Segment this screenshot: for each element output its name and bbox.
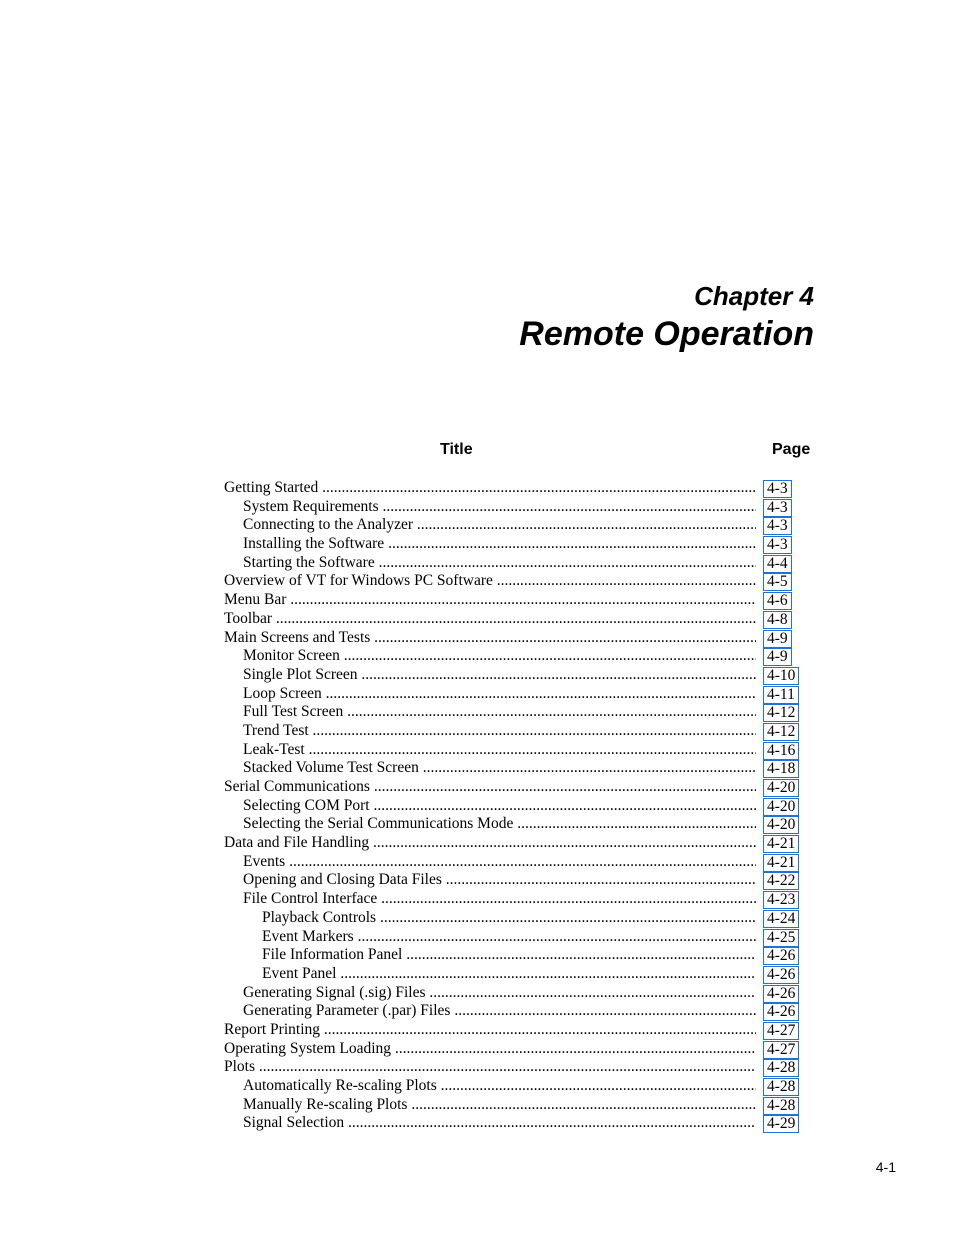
toc-entry-title: Menu Bar ..... (224, 591, 756, 610)
toc-row (224, 516, 814, 535)
toc-entry-title: Manually Re-scaling Plots ..... (243, 1096, 756, 1115)
toc-page-link[interactable]: 4-10 (763, 667, 799, 685)
toc-page-link[interactable]: 4-26 (763, 966, 799, 984)
toc-entry-title: Installing the Software ..... (243, 535, 756, 554)
toc-entry-title: Starting the Software ..... (243, 554, 756, 573)
toc-entry-title: Event Panel ..... (262, 965, 756, 984)
toc-entry-title: Main Screens and Tests ..... (224, 629, 756, 648)
toc-entry-title: Automatically Re-scaling Plots ..... (243, 1077, 756, 1096)
toc-entry-title: Stacked Volume Test Screen ..... (243, 759, 756, 778)
toc-row (224, 928, 814, 947)
toc-row (224, 666, 814, 685)
toc-page-link[interactable]: 4-21 (763, 854, 799, 872)
toc-page-link[interactable]: 4-8 (763, 611, 792, 629)
page-number: 4-1 (875, 1159, 896, 1175)
toc-row (224, 685, 814, 704)
toc-entry-title: Full Test Screen ..... (243, 703, 756, 722)
toc-entry-title: Plots ..... (224, 1058, 756, 1077)
toc-page-link[interactable]: 4-25 (763, 929, 799, 947)
toc-entry-title: Operating System Loading ..... (224, 1040, 756, 1059)
toc-column-title: Title (440, 441, 473, 458)
chapter-title: Remote Operation (519, 315, 814, 353)
toc-page-link[interactable]: 4-12 (763, 704, 799, 722)
toc-row (224, 610, 814, 629)
toc-page-link[interactable]: 4-3 (763, 499, 792, 517)
chapter-label: Chapter 4 (694, 281, 814, 311)
table-of-contents (224, 479, 814, 1133)
toc-row (224, 722, 814, 741)
toc-page-link[interactable]: 4-3 (763, 480, 792, 498)
toc-row (224, 778, 814, 797)
toc-row (224, 1077, 814, 1096)
toc-entry-title: Generating Signal (.sig) Files ..... (243, 984, 756, 1003)
toc-entry-title: Single Plot Screen ..... (243, 666, 756, 685)
toc-page-link[interactable]: 4-26 (763, 1003, 799, 1021)
toc-page-link[interactable]: 4-16 (763, 742, 799, 760)
toc-page-link[interactable]: 4-23 (763, 891, 799, 909)
toc-page-link[interactable]: 4-27 (763, 1041, 799, 1059)
toc-entry-title: Signal Selection ..... (243, 1114, 756, 1133)
toc-row (224, 1002, 814, 1021)
toc-entry-title: Leak-Test ..... (243, 741, 756, 760)
toc-page-link[interactable]: 4-22 (763, 872, 799, 890)
toc-row (224, 1114, 814, 1133)
toc-row (224, 591, 814, 610)
toc-row (224, 629, 814, 648)
toc-entry-title: Toolbar ..... (224, 610, 756, 629)
toc-page-link[interactable]: 4-9 (763, 630, 792, 648)
toc-entry-title: Events ..... (243, 853, 756, 872)
toc-entry-title: Connecting to the Analyzer ..... (243, 516, 756, 535)
toc-row (224, 1058, 814, 1077)
toc-page-link[interactable]: 4-28 (763, 1078, 799, 1096)
toc-entry-title: Generating Parameter (.par) Files ..... (243, 1002, 756, 1021)
toc-page-link[interactable]: 4-6 (763, 592, 792, 610)
toc-page-link[interactable]: 4-28 (763, 1059, 799, 1077)
toc-page-link[interactable]: 4-11 (763, 686, 799, 704)
toc-page-link[interactable]: 4-26 (763, 985, 799, 1003)
toc-entry-title: File Control Interface ..... (243, 890, 756, 909)
toc-entry-title: Opening and Closing Data Files ..... (243, 871, 756, 890)
toc-page-link[interactable]: 4-26 (763, 947, 799, 965)
toc-row (224, 572, 814, 591)
toc-row (224, 946, 814, 965)
toc-column-page: Page (772, 441, 811, 458)
toc-row (224, 647, 814, 666)
toc-page-link[interactable]: 4-5 (763, 573, 792, 591)
toc-entry-title: Serial Communications ..... (224, 778, 756, 797)
toc-page-link[interactable]: 4-18 (763, 760, 799, 778)
toc-page-link[interactable]: 4-24 (763, 910, 799, 928)
toc-entry-title: Loop Screen ..... (243, 685, 756, 704)
toc-entry-title: Getting Started ..... (224, 479, 756, 498)
toc-entry-title: Report Printing ..... (224, 1021, 756, 1040)
toc-page-link[interactable]: 4-27 (763, 1022, 799, 1040)
toc-entry-title: System Requirements ..... (243, 498, 756, 517)
toc-page-link[interactable]: 4-28 (763, 1097, 799, 1115)
toc-entry-title: Selecting COM Port ..... (243, 797, 756, 816)
toc-page-link[interactable]: 4-3 (763, 536, 792, 554)
toc-row (224, 797, 814, 816)
toc-entry-title: Overview of VT for Windows PC Software ..... (224, 572, 756, 591)
toc-row (224, 909, 814, 928)
toc-entry-title: Selecting the Serial Communications Mode ..... (243, 815, 756, 834)
toc-page-link[interactable]: 4-20 (763, 779, 799, 797)
toc-row (224, 871, 814, 890)
toc-row (224, 890, 814, 909)
toc-row (224, 741, 814, 760)
toc-page-link[interactable]: 4-12 (763, 723, 799, 741)
toc-page-link[interactable]: 4-20 (763, 798, 799, 816)
toc-row (224, 703, 814, 722)
toc-page-link[interactable]: 4-29 (763, 1115, 799, 1133)
toc-row (224, 815, 814, 834)
toc-row (224, 535, 814, 554)
toc-page-link[interactable]: 4-4 (763, 555, 792, 573)
toc-page-link[interactable]: 4-3 (763, 517, 792, 535)
toc-row (224, 834, 814, 853)
toc-row (224, 1021, 814, 1040)
toc-row (224, 1096, 814, 1115)
toc-row (224, 984, 814, 1003)
toc-entry-title: Data and File Handling ..... (224, 834, 756, 853)
toc-page-link[interactable]: 4-20 (763, 816, 799, 834)
toc-row (224, 498, 814, 517)
toc-entry-title: File Information Panel ..... (262, 946, 756, 965)
toc-page-link[interactable]: 4-21 (763, 835, 799, 853)
toc-row (224, 479, 814, 498)
toc-row (224, 853, 814, 872)
toc-row (224, 554, 814, 573)
toc-entry-title: Trend Test ..... (243, 722, 756, 741)
toc-entry-title: Event Markers ..... (262, 928, 756, 947)
toc-entry-title: Monitor Screen ..... (243, 647, 756, 666)
toc-row (224, 759, 814, 778)
toc-page-link[interactable]: 4-9 (763, 648, 792, 666)
toc-row (224, 1040, 814, 1059)
toc-row (224, 965, 814, 984)
toc-entry-title: Playback Controls ..... (262, 909, 756, 928)
